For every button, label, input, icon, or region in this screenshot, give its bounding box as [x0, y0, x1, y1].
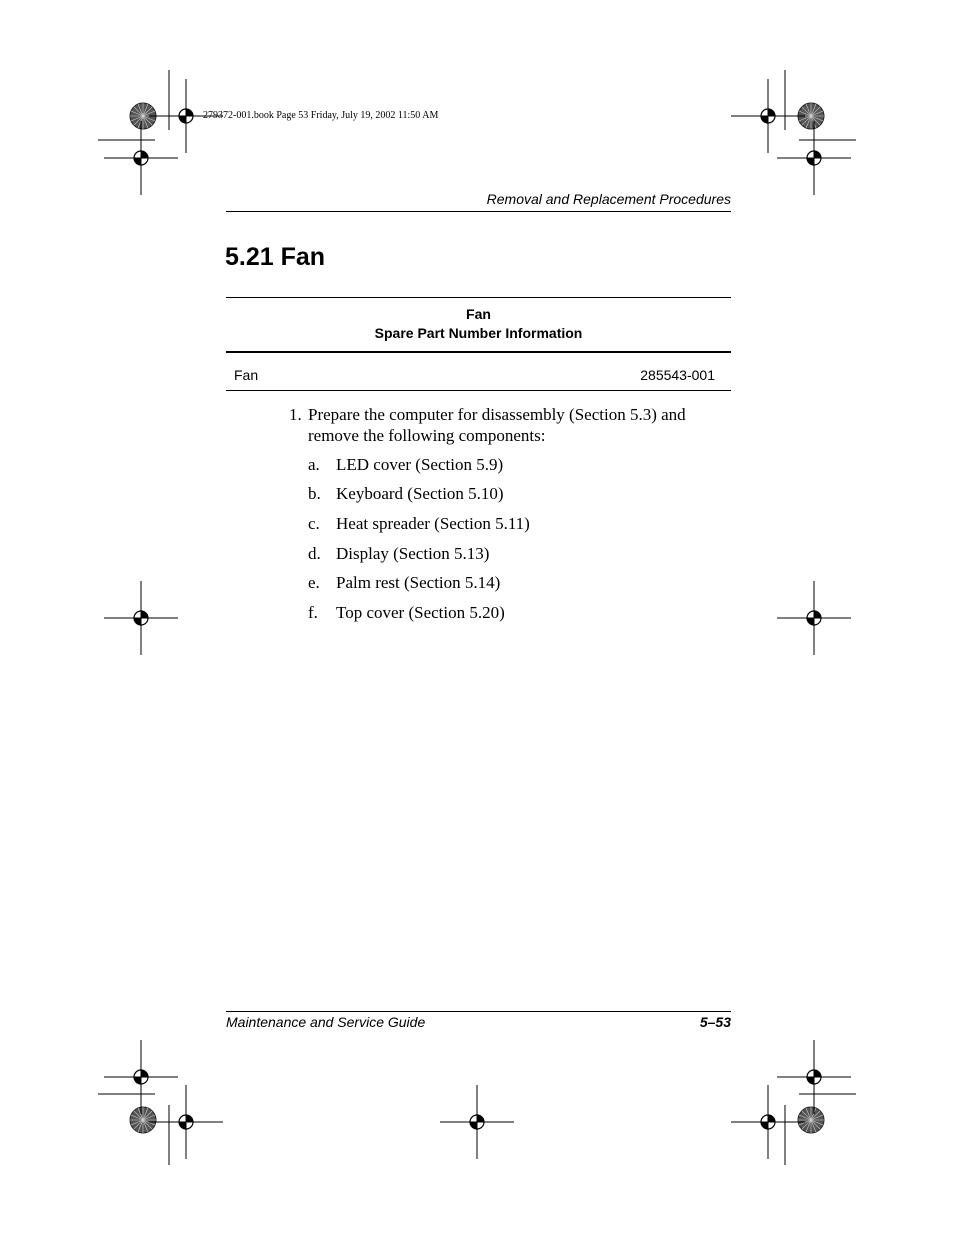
parts-table-heading-line2: Spare Part Number Information	[374, 325, 583, 341]
section-title: 5.21 Fan	[225, 243, 326, 271]
slug-line: 279372-001.book Page 53 Friday, July 19, 2002 11:50 AM	[203, 110, 439, 121]
substep-text: Display (Section 5.13)	[336, 544, 490, 563]
part-number: 285543-001	[640, 367, 715, 383]
step-number: 1.	[289, 405, 302, 424]
table-top-rule	[226, 297, 731, 298]
substep-text: Heat spreader (Section 5.11)	[336, 514, 530, 533]
substep-text: Top cover (Section 5.20)	[336, 603, 505, 622]
table-header-rule	[226, 351, 731, 353]
substep-letter: a.	[308, 455, 320, 474]
footer-page-number: 5–53	[699, 1014, 731, 1030]
footer-guide-title: Maintenance and Service Guide	[226, 1014, 426, 1030]
table-row	[226, 367, 731, 387]
substep-letter: d.	[308, 544, 321, 563]
substep-letter: b.	[308, 484, 321, 503]
part-description: Fan	[234, 367, 259, 383]
footer-rule	[226, 1011, 731, 1012]
running-header: Removal and Replacement Procedures	[486, 191, 731, 207]
parts-table-heading-line1: Fan	[466, 306, 491, 322]
step-text: Prepare the computer for disassembly (Section 5.3) and remove the following components:	[308, 405, 686, 445]
substep-text: Keyboard (Section 5.10)	[336, 484, 504, 503]
table-bottom-rule	[226, 390, 731, 391]
substep-text: LED cover (Section 5.9)	[336, 455, 504, 474]
substep-letter: e.	[308, 573, 320, 592]
substep-letter: c.	[308, 514, 320, 533]
substep-letter: f.	[308, 603, 318, 622]
substep-text: Palm rest (Section 5.14)	[336, 573, 501, 592]
header-rule	[226, 211, 731, 212]
parts-table-heading	[226, 305, 731, 343]
